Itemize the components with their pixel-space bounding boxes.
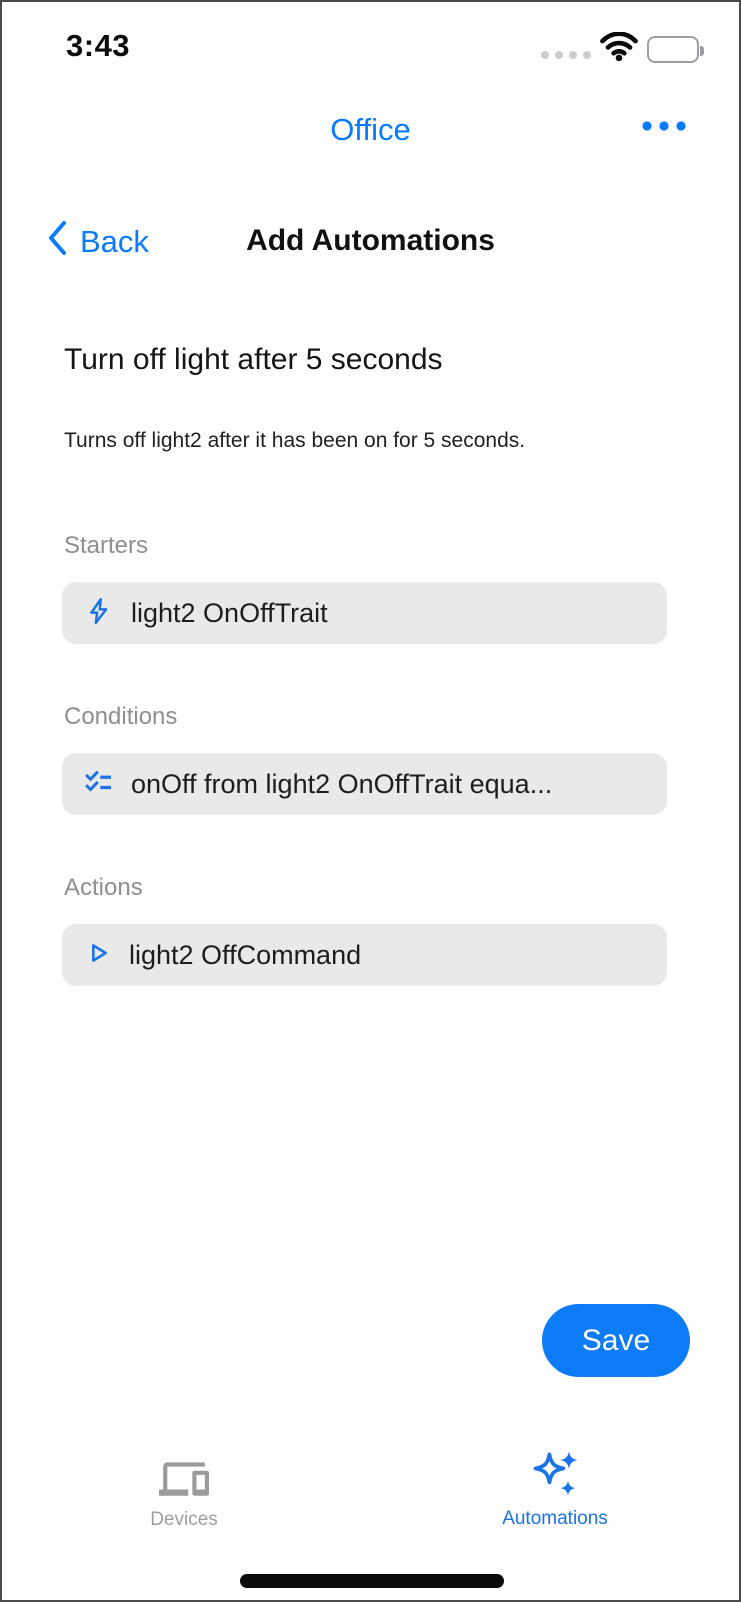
bolt-icon xyxy=(84,596,114,631)
automation-name: Turn off light after 5 seconds xyxy=(64,343,443,376)
sparkles-icon xyxy=(528,1488,582,1503)
status-bar-right xyxy=(541,32,699,66)
conditions-section-label: Conditions xyxy=(64,703,178,730)
battery-icon xyxy=(647,36,699,63)
devices-icon xyxy=(159,1489,209,1504)
starter-item[interactable] xyxy=(62,582,667,644)
action-item-label: light2 OffCommand xyxy=(129,939,362,970)
starters-section-label: Starters xyxy=(64,532,149,559)
tab-automations-label: Automations xyxy=(502,1508,608,1529)
automation-description: Turns off light2 after it has been on for 5 seconds. xyxy=(64,429,526,452)
cellular-signal-icon xyxy=(541,51,591,59)
status-bar-time: 3:43 xyxy=(66,28,131,63)
wifi-icon xyxy=(600,32,638,66)
back-button-label: Back xyxy=(80,224,149,259)
more-menu-button[interactable] xyxy=(635,114,693,141)
tab-devices-label: Devices xyxy=(150,1509,218,1530)
checklist-icon xyxy=(84,767,114,802)
ellipsis-icon xyxy=(641,120,687,135)
page-title: Add Automations xyxy=(246,224,495,257)
condition-item-label: onOff from light2 OnOffTrait equa... xyxy=(131,768,553,799)
room-title: Office xyxy=(330,112,411,147)
tab-devices[interactable] xyxy=(74,1453,294,1531)
starter-item-label: light2 OnOffTrait xyxy=(131,597,328,628)
tab-automations[interactable] xyxy=(445,1448,665,1530)
home-indicator[interactable] xyxy=(240,1574,504,1588)
actions-section-label: Actions xyxy=(64,874,143,901)
play-icon xyxy=(84,939,112,972)
action-item[interactable] xyxy=(62,924,667,986)
condition-item[interactable] xyxy=(62,753,667,815)
save-button[interactable]: Save xyxy=(542,1304,690,1377)
